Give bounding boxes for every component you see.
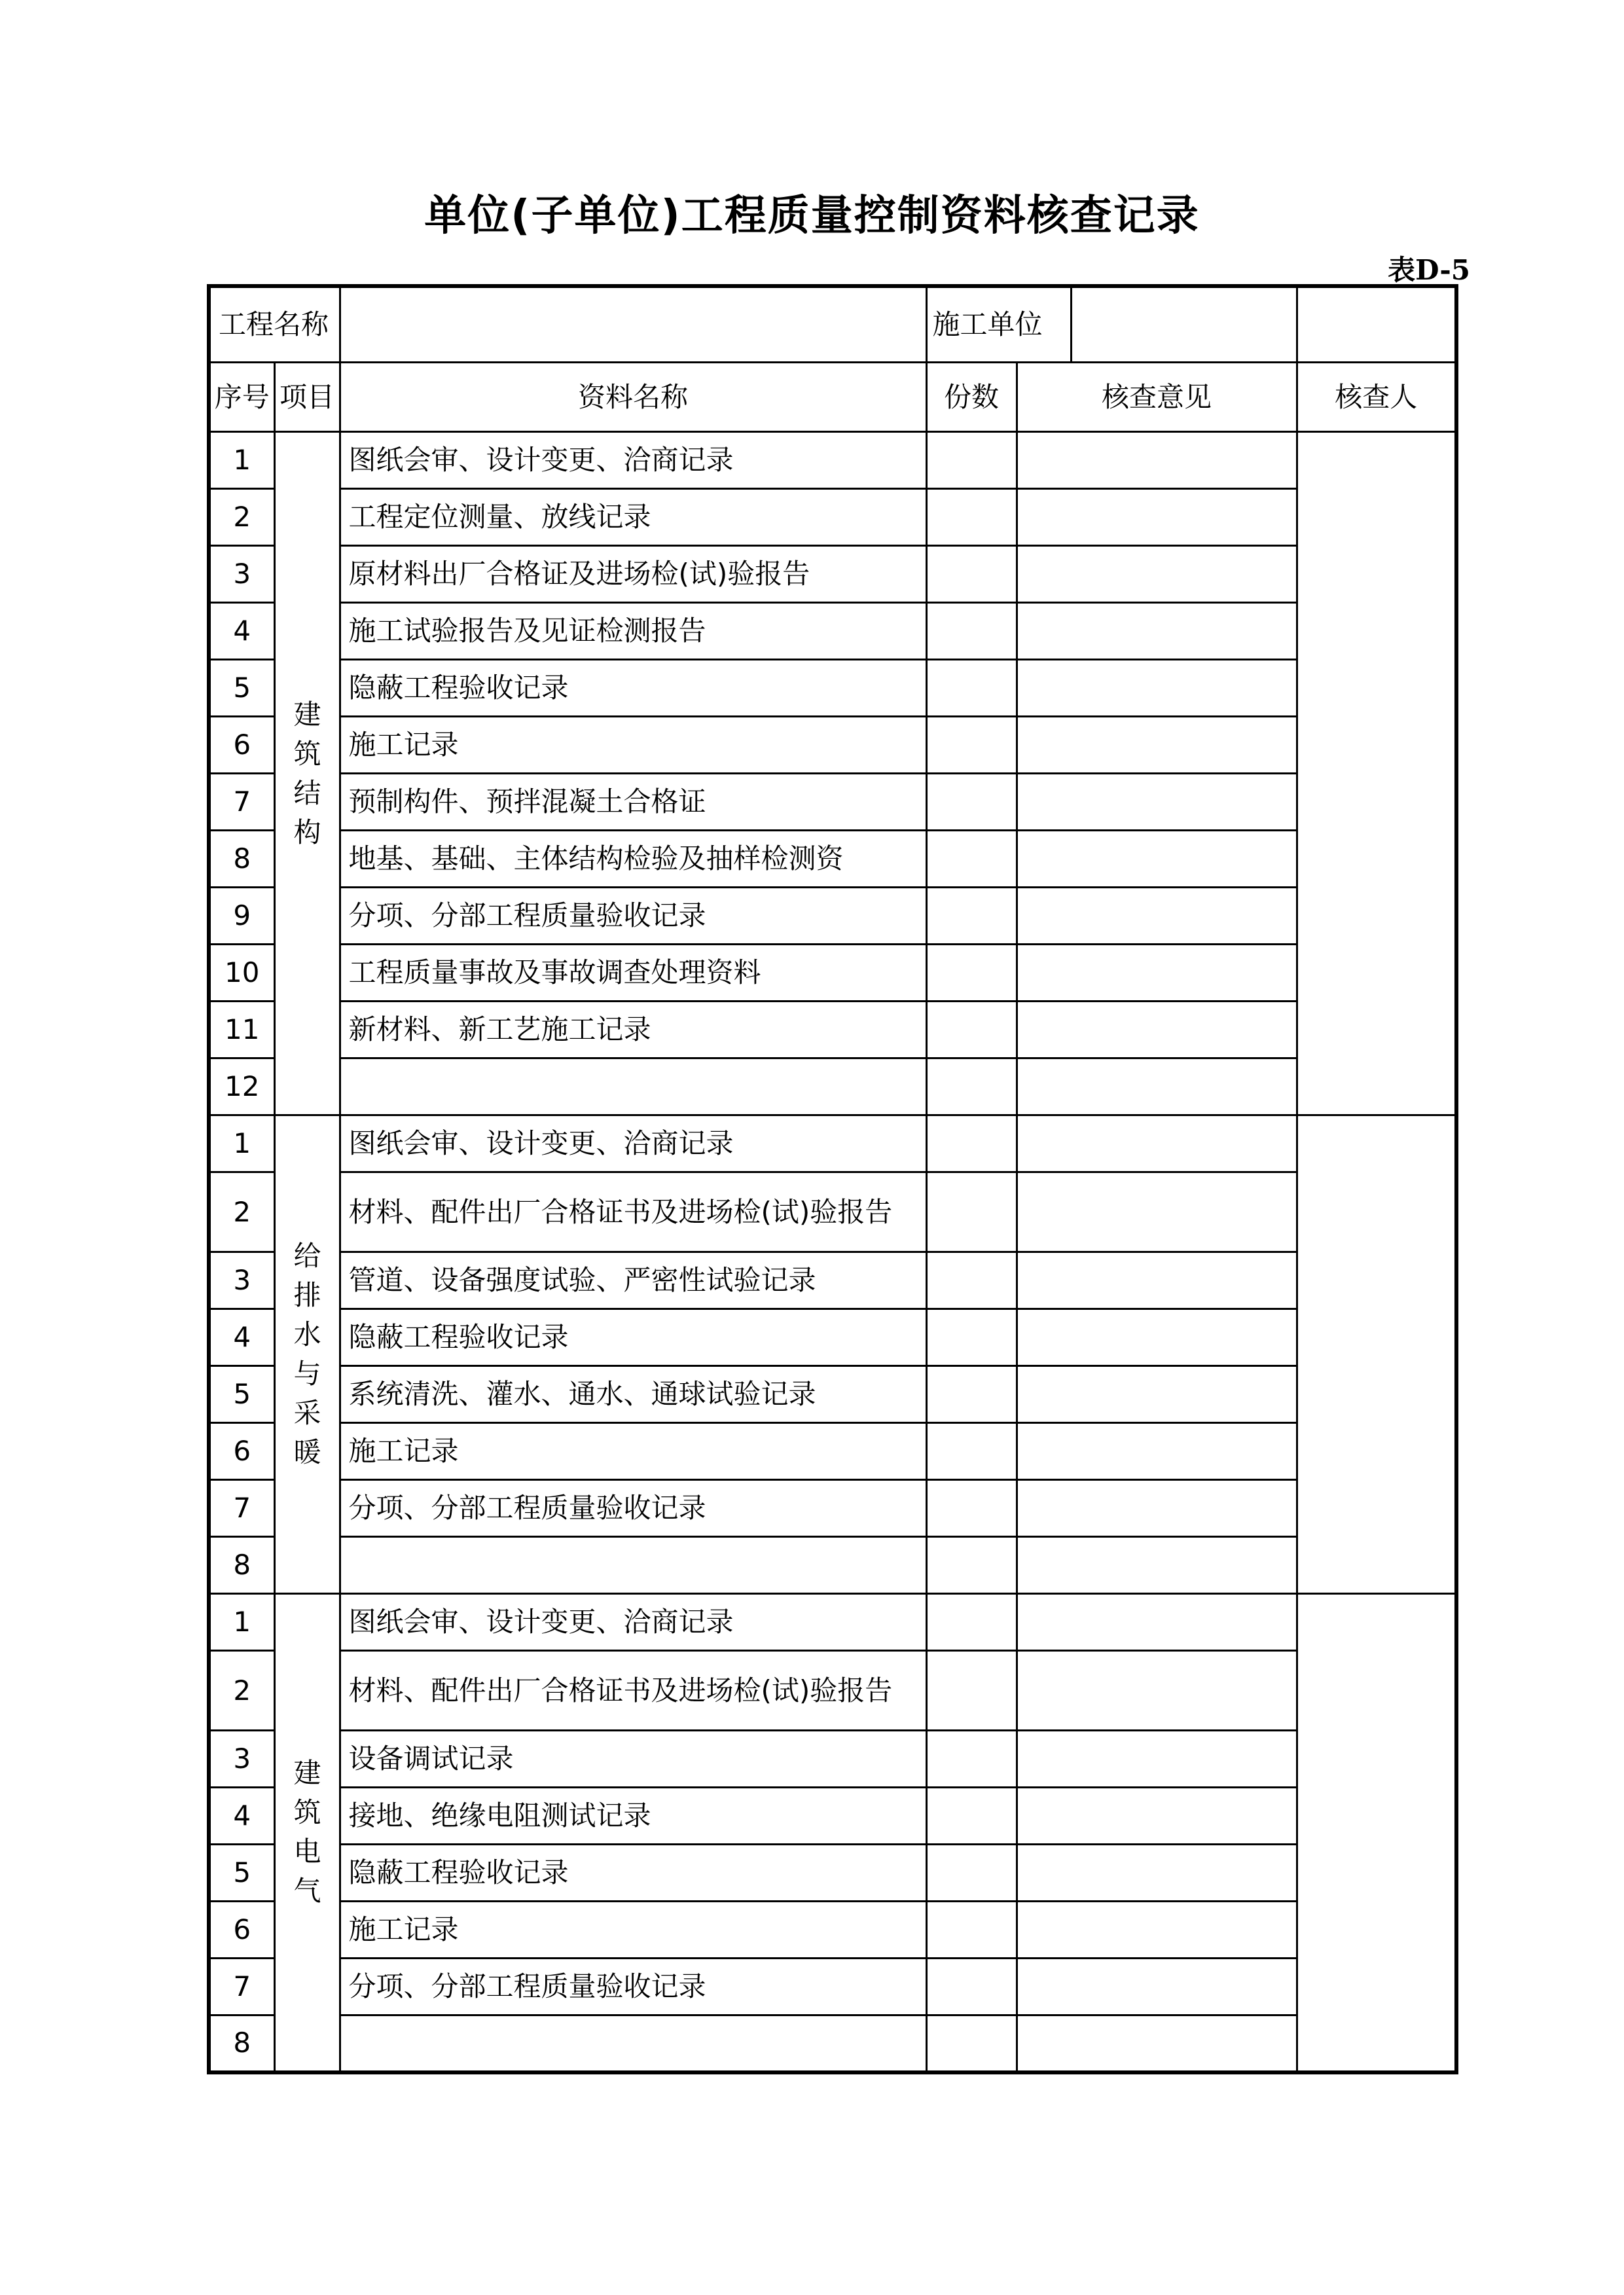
opinion-field[interactable] <box>1017 1480 1297 1537</box>
table-row <box>209 603 1456 660</box>
copies-field[interactable] <box>926 660 1017 717</box>
row-seq: 7 <box>209 1959 274 2015</box>
copies-field[interactable] <box>926 945 1017 1002</box>
table-row <box>209 1594 1456 1651</box>
doc-name <box>340 1058 926 1115</box>
opinion-field[interactable] <box>1017 660 1297 717</box>
row-seq: 5 <box>209 1845 274 1902</box>
project-info-row <box>209 286 1456 363</box>
table-row <box>209 1537 1456 1594</box>
doc-name: 分项、分部工程质量验收记录 <box>340 1480 926 1537</box>
doc-name: 图纸会审、设计变更、洽商记录 <box>340 1594 926 1651</box>
row-seq: 8 <box>209 1537 274 1594</box>
copies-field[interactable] <box>926 1058 1017 1115</box>
doc-name: 工程定位测量、放线记录 <box>340 489 926 546</box>
table-row <box>209 1731 1456 1788</box>
copies-field[interactable] <box>926 1252 1017 1309</box>
doc-name: 分项、分部工程质量验收记录 <box>340 1959 926 2015</box>
table-row <box>209 2015 1456 2072</box>
table-row <box>209 1959 1456 2015</box>
checker-field[interactable] <box>1297 1115 1456 1594</box>
copies-field[interactable] <box>926 432 1017 489</box>
contractor-field-b[interactable] <box>1297 286 1456 363</box>
row-seq: 4 <box>209 1309 274 1366</box>
doc-name: 图纸会审、设计变更、洽商记录 <box>340 432 926 489</box>
group-label: 建筑电气 <box>274 1594 340 2072</box>
project-name-field[interactable] <box>340 286 926 363</box>
table-row <box>209 1252 1456 1309</box>
row-seq: 7 <box>209 1480 274 1537</box>
opinion-field[interactable] <box>1017 489 1297 546</box>
col-header-item: 项目 <box>274 363 340 432</box>
row-seq: 7 <box>209 774 274 831</box>
doc-name: 分项、分部工程质量验收记录 <box>340 888 926 945</box>
row-seq: 6 <box>209 1423 274 1480</box>
opinion-field[interactable] <box>1017 1731 1297 1788</box>
opinion-field[interactable] <box>1017 1172 1297 1252</box>
row-seq: 6 <box>209 1902 274 1959</box>
opinion-field[interactable] <box>1017 1594 1297 1651</box>
page-title: 单位(子单位)工程质量控制资料核查记录 <box>424 192 1200 240</box>
copies-field[interactable] <box>926 888 1017 945</box>
table-row <box>209 945 1456 1002</box>
opinion-field[interactable] <box>1017 888 1297 945</box>
row-seq: 12 <box>209 1058 274 1115</box>
copies-field[interactable] <box>926 1423 1017 1480</box>
opinion-field[interactable] <box>1017 945 1297 1002</box>
form-code: 表D-5 <box>1388 254 1470 286</box>
doc-name: 原材料出厂合格证及进场检(试)验报告 <box>340 546 926 603</box>
table-row <box>209 660 1456 717</box>
doc-name: 施工记录 <box>340 1902 926 1959</box>
opinion-field[interactable] <box>1017 774 1297 831</box>
doc-name: 隐蔽工程验收记录 <box>340 1309 926 1366</box>
row-seq: 2 <box>209 1651 274 1731</box>
column-header-row <box>209 363 1456 432</box>
opinion-field[interactable] <box>1017 546 1297 603</box>
table-row <box>209 1651 1456 1731</box>
col-header-checker: 核查人 <box>1297 363 1456 432</box>
copies-field[interactable] <box>926 1002 1017 1058</box>
table-row <box>209 774 1456 831</box>
col-header-seq: 序号 <box>209 363 274 432</box>
doc-name: 图纸会审、设计变更、洽商记录 <box>340 1115 926 1172</box>
group-label: 建筑结构 <box>274 432 340 1115</box>
doc-name: 隐蔽工程验收记录 <box>340 1845 926 1902</box>
row-seq: 2 <box>209 489 274 546</box>
doc-name: 工程质量事故及事故调查处理资料 <box>340 945 926 1002</box>
row-seq: 4 <box>209 1788 274 1845</box>
col-header-opinion: 核查意见 <box>1017 363 1297 432</box>
opinion-field[interactable] <box>1017 1902 1297 1959</box>
col-header-copies: 份数 <box>926 363 1017 432</box>
opinion-field[interactable] <box>1017 1252 1297 1309</box>
table-row <box>209 1423 1456 1480</box>
doc-name: 材料、配件出厂合格证书及进场检(试)验报告 <box>340 1651 926 1731</box>
opinion-field[interactable] <box>1017 717 1297 774</box>
copies-field[interactable] <box>926 489 1017 546</box>
checker-field[interactable] <box>1297 1594 1456 2072</box>
doc-name: 隐蔽工程验收记录 <box>340 660 926 717</box>
doc-name: 接地、绝缘电阻测试记录 <box>340 1788 926 1845</box>
copies-field[interactable] <box>926 546 1017 603</box>
doc-name: 设备调试记录 <box>340 1731 926 1788</box>
table-row <box>209 546 1456 603</box>
opinion-field[interactable] <box>1017 1058 1297 1115</box>
table-row <box>209 489 1456 546</box>
contractor-label: 施工单位 <box>928 288 1072 361</box>
row-seq: 5 <box>209 1366 274 1423</box>
opinion-field[interactable] <box>1017 1651 1297 1731</box>
doc-name <box>340 2015 926 2072</box>
copies-field[interactable] <box>926 1366 1017 1423</box>
row-seq: 1 <box>209 1594 274 1651</box>
row-seq: 8 <box>209 2015 274 2072</box>
doc-name: 地基、基础、主体结构检验及抽样检测资 <box>340 831 926 888</box>
opinion-field[interactable] <box>1017 603 1297 660</box>
opinion-field[interactable] <box>1017 831 1297 888</box>
table-row <box>209 1480 1456 1537</box>
project-name-label: 工程名称 <box>209 286 340 363</box>
opinion-field[interactable] <box>1017 1537 1297 1594</box>
doc-name: 施工记录 <box>340 717 926 774</box>
copies-field[interactable] <box>926 1959 1017 2015</box>
row-seq: 8 <box>209 831 274 888</box>
table-row <box>209 1172 1456 1252</box>
copies-field[interactable] <box>926 1309 1017 1366</box>
table-row <box>209 1366 1456 1423</box>
row-seq: 3 <box>209 1731 274 1788</box>
opinion-field[interactable] <box>1017 1309 1297 1366</box>
row-seq: 1 <box>209 432 274 489</box>
table-row <box>209 1788 1456 1845</box>
opinion-field[interactable] <box>1017 1366 1297 1423</box>
row-seq: 11 <box>209 1002 274 1058</box>
table-row <box>209 1309 1456 1366</box>
table-row <box>209 1845 1456 1902</box>
doc-name: 系统清洗、灌水、通水、通球试验记录 <box>340 1366 926 1423</box>
copies-field[interactable] <box>926 1731 1017 1788</box>
row-seq: 1 <box>209 1115 274 1172</box>
row-seq: 3 <box>209 546 274 603</box>
opinion-field[interactable] <box>1017 1423 1297 1480</box>
inspection-record-table <box>207 284 1458 2074</box>
table-row <box>209 831 1456 888</box>
copies-field[interactable] <box>926 1537 1017 1594</box>
opinion-field[interactable] <box>1017 1115 1297 1172</box>
opinion-field[interactable] <box>1017 432 1297 489</box>
row-seq: 6 <box>209 717 274 774</box>
opinion-field[interactable] <box>1017 2015 1297 2072</box>
contractor-field-a[interactable] <box>1071 288 1296 361</box>
table-row <box>209 432 1456 489</box>
contractor-cell <box>926 286 1297 363</box>
table-row <box>209 1115 1456 1172</box>
group-label: 给排水与采暖 <box>274 1115 340 1594</box>
table-row <box>209 1058 1456 1115</box>
copies-field[interactable] <box>926 603 1017 660</box>
copies-field[interactable] <box>926 717 1017 774</box>
col-header-doc-name: 资料名称 <box>340 363 926 432</box>
opinion-field[interactable] <box>1017 1845 1297 1902</box>
row-seq: 4 <box>209 603 274 660</box>
row-seq: 3 <box>209 1252 274 1309</box>
opinion-field[interactable] <box>1017 1002 1297 1058</box>
doc-name: 施工记录 <box>340 1423 926 1480</box>
row-seq: 9 <box>209 888 274 945</box>
table-row <box>209 717 1456 774</box>
copies-field[interactable] <box>926 1902 1017 1959</box>
checker-field[interactable] <box>1297 432 1456 1115</box>
table-row <box>209 888 1456 945</box>
doc-name: 施工试验报告及见证检测报告 <box>340 603 926 660</box>
doc-name <box>340 1537 926 1594</box>
copies-field[interactable] <box>926 1115 1017 1172</box>
copies-field[interactable] <box>926 1594 1017 1651</box>
doc-name: 材料、配件出厂合格证书及进场检(试)验报告 <box>340 1172 926 1252</box>
copies-field[interactable] <box>926 1172 1017 1252</box>
table-row <box>209 1902 1456 1959</box>
copies-field[interactable] <box>926 2015 1017 2072</box>
row-seq: 2 <box>209 1172 274 1252</box>
table-row <box>209 1002 1456 1058</box>
opinion-field[interactable] <box>1017 1788 1297 1845</box>
doc-name: 预制构件、预拌混凝土合格证 <box>340 774 926 831</box>
copies-field[interactable] <box>926 774 1017 831</box>
copies-field[interactable] <box>926 1651 1017 1731</box>
doc-name: 新材料、新工艺施工记录 <box>340 1002 926 1058</box>
opinion-field[interactable] <box>1017 1959 1297 2015</box>
copies-field[interactable] <box>926 1480 1017 1537</box>
copies-field[interactable] <box>926 1788 1017 1845</box>
doc-name: 管道、设备强度试验、严密性试验记录 <box>340 1252 926 1309</box>
row-seq: 10 <box>209 945 274 1002</box>
row-seq: 5 <box>209 660 274 717</box>
copies-field[interactable] <box>926 1845 1017 1902</box>
copies-field[interactable] <box>926 831 1017 888</box>
